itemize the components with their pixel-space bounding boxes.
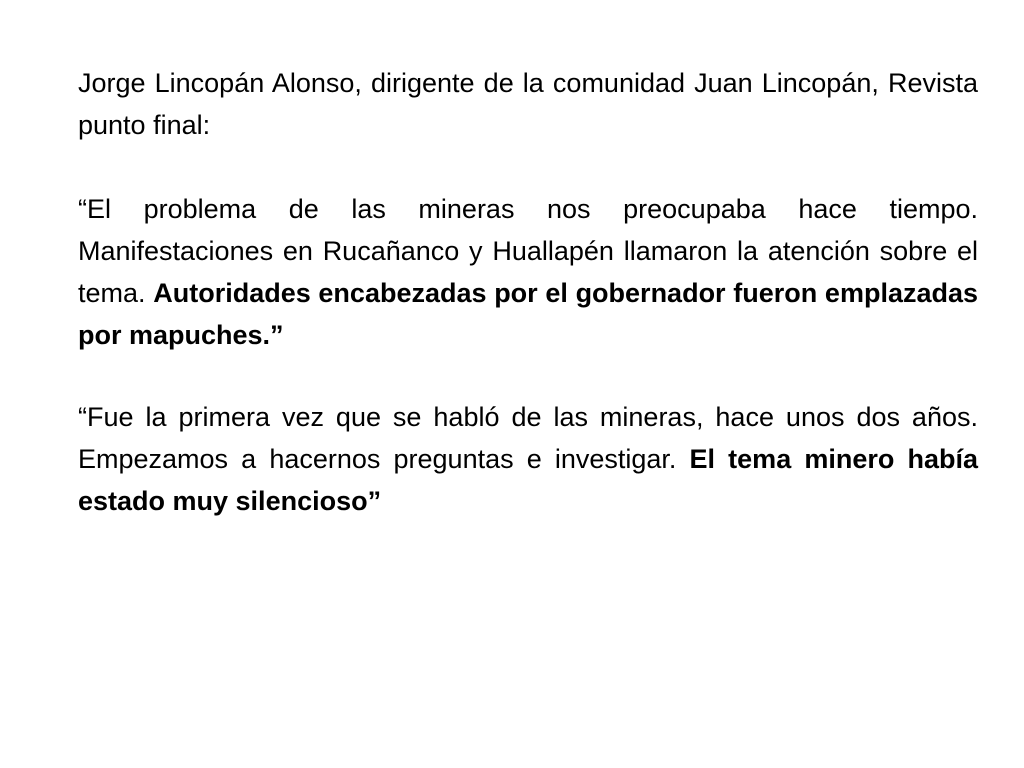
quote-1-text: “El problema de las mineras nos preocupaba hace tiempo. Manifestaciones en Rucañanco y Huallapén llamaron la atención sobre el tema.	[78, 194, 978, 308]
intro-paragraph	[78, 62, 978, 146]
quote-paragraph-2	[78, 396, 978, 522]
quote-1-bold-text: Autoridades encabezadas por el gobernador fueron emplazadas por mapuches.”	[78, 278, 979, 350]
quote-2-bold-text: El tema minero había estado muy silencioso”	[78, 444, 978, 516]
slide-content	[78, 62, 978, 562]
quote-paragraph-1	[78, 188, 978, 356]
quote-2-text: “Fue la primera vez que se habló de las mineras, hace unos dos años. Empezamos a hacernos preguntas e investigar.	[78, 402, 978, 474]
intro-text: Jorge Lincopán Alonso, dirigente de la comunidad Juan Lincopán, Revista punto final:	[78, 68, 978, 140]
